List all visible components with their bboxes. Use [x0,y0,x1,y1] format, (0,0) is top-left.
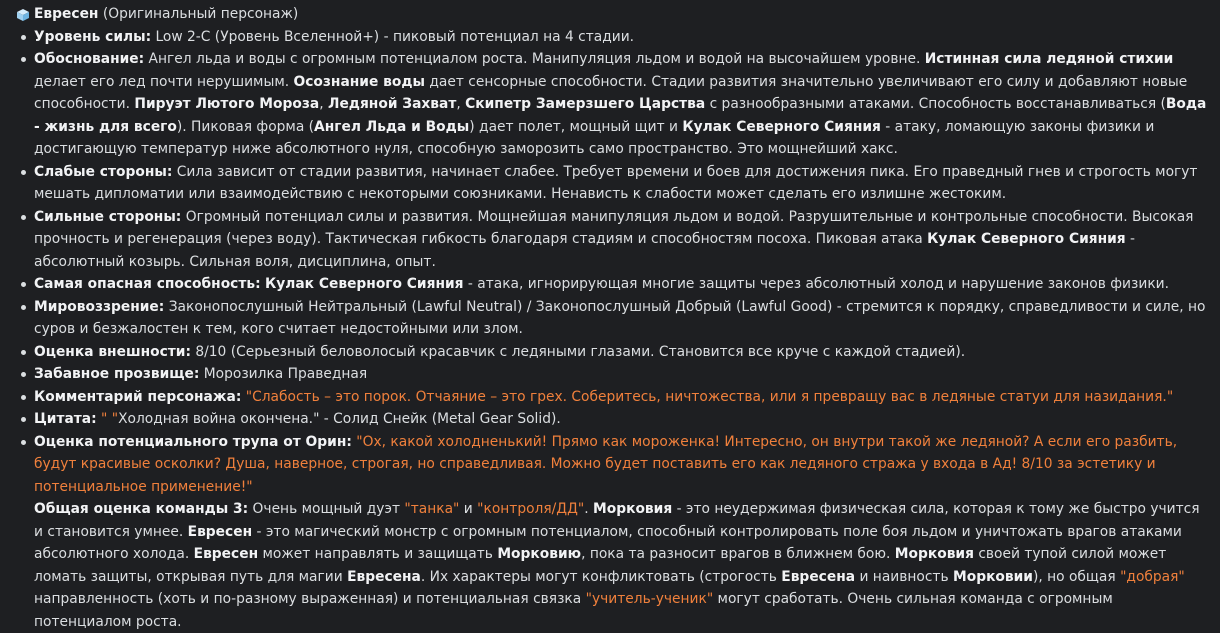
stat-text: ) дает полет, мощный щит и [469,119,682,135]
quote-text: "Слабость – это порок. Отчаяние – это грех. Соберитесь, ничтожества, или я превращу вас в ледяные статуи для назидания." [246,389,1173,405]
stat-label: Забавное прозвище: [34,366,199,382]
stat-item [14,296,1208,341]
quote-text: "Ох, какой холодненький! Прямо как мороженка! Интересно, он внутри такой же ледяной? А если его разбить, будут красивые осколки? Душа, наверное, строгая, но справедливая. Можно будет поставить его как ледяного стража у входа в Ад! 8/10 за эстетику и потенциальное применение!" [34,434,1177,495]
stat-text: , [319,96,328,112]
character-name: Евресен [34,6,98,22]
character-heading [14,3,1208,26]
quote-text: "добрая" [1120,569,1185,585]
bold-term: Евресена [781,569,855,585]
character-subtitle: (Оригинальный персонаж) [103,6,298,22]
stat-item [14,363,1208,386]
bold-term: Евресен [188,524,252,540]
stat-text: своей тупой силой может ломать защиты, открывая путь для магии [34,546,1166,585]
stat-text: . [584,501,593,517]
stat-item [14,408,1208,431]
stat-text: направленность (хоть и по-разному выраженная) и потенциальная связка [34,591,586,607]
stat-item [14,206,1208,274]
stat-text: Законопослушный Нейтральный (Lawful Neutral) / Законопослушный Добрый (Lawful Good) - стремится к порядку, справедливости и силе, но суров и безжалостен к тем, кого считает недостойными или злом. [34,299,1205,338]
quote-text: "танка" [404,501,459,517]
stat-label: Цитата: [34,411,97,427]
bold-term: Кулак Северного Сияния [265,276,464,292]
stat-text: , пока та разносит врагов в ближнем бою. [581,546,895,562]
quote-text: "контроля/ДД" [477,501,584,517]
bold-term: Морковия [593,501,672,517]
bold-term: Морковию [497,546,581,562]
stat-item [14,48,1208,161]
stat-label: Сильные стороны: [34,209,181,225]
bold-term: Осознание воды [294,74,425,90]
stat-label: Слабые стороны: [34,164,172,180]
stat-item [14,273,1208,296]
stat-text: может направлять и защищать [258,546,497,562]
stat-label: Общая оценка команды 3: [34,501,248,517]
stat-item [14,498,1208,633]
stat-label: Оценка потенциального трупа от Орин: [34,434,352,450]
bold-term: Вода - жизнь для всего [34,96,1206,135]
bold-term: Кулак Северного Сияния [682,119,881,135]
stat-text: Очень мощный дуэт [248,501,404,517]
bold-term: Пируэт Лютого Мороза [134,96,319,112]
stat-text: дает сенсорные способности. Стадии развития значительно увеличивают его силу и добавляют новые способности. [34,74,1187,113]
bold-term: Морковии [953,569,1033,585]
bold-term: Евресен [194,546,258,562]
stat-text: Сила зависит от стадии развития, начинает слабее. Требует времени и боев для достижения пика. Его праведный гнев и строгость могут мешать дипломатии или взаимодействию с некоторыми союзниками. Ненависть к слабости может сделать его излишне жестоким. [34,164,1197,203]
stat-text: ). Пиковая форма ( [177,119,314,135]
stat-item [14,161,1208,206]
bold-term: Морковия [895,546,974,562]
bold-term: Евресена [347,569,421,585]
stat-label: Комментарий персонажа: [34,389,241,405]
stat-text: Холодная война окончена." - Солид Снейк (Metal Gear Solid). [118,411,561,427]
stat-text: - это магический монстр с огромным потенциалом, способный контролировать поле боя льдом и уничтожать врагов атаками абсолютного холода. [34,524,1182,563]
stat-text: Огромный потенциал силы и развития. Мощнейшая манипуляция льдом и водой. Разрушительные и контрольные способности. Высокая прочность и регенерация (через воду). Тактическая гибкость благодаря стадиям и способностям посоха. Пиковая атака [34,209,1193,248]
stat-text: Ангел льда и воды с огромным потенциалом роста. Манипуляция льдом и водой на высочайшем уровне. [144,51,925,67]
stat-text: с разнообразными атаками. Способность восстанавливаться ( [705,96,1166,112]
stat-text: - абсолютный козырь. Сильная воля, дисциплина, опыт. [34,231,1135,270]
stat-label: Оценка внешности: [34,344,191,360]
ice-cube-icon [16,7,30,21]
stat-text: , [456,96,465,112]
stats-list [14,26,1208,633]
stat-item [14,341,1208,364]
bold-term: Ангел Льда и Воды [314,119,469,135]
stat-label: Обоснование: [34,51,144,67]
stat-item [14,386,1208,409]
stat-text: могут сработать. Очень сильная команда с огромным потенциалом роста. [34,591,1113,630]
stat-label: Мировоззрение: [34,299,164,315]
bold-term: Ледяной Захват [328,96,456,112]
stat-item [14,431,1208,499]
stat-text: - атаку, ломающую законы физики и достигающую температур ниже абсолютного нуля, способную заморозить само пространство. Это мощнейший хакс. [34,119,1154,158]
stat-text: и [459,501,477,517]
quote-text: " " [101,411,118,427]
bold-term: Кулак Северного Сияния [927,231,1126,247]
bold-term: Истинная сила ледяной стихии [925,51,1174,67]
stat-text: . Их характеры могут конфликтовать (строгость [421,569,781,585]
stat-text: и наивность [855,569,953,585]
stat-text: Морозилка Праведная [199,366,367,382]
stat-text: ), но общая [1033,569,1120,585]
stat-item [14,26,1208,49]
stat-text: - атака, игнорирующая многие защиты через абсолютный холод и нарушение законов физики. [464,276,1170,292]
quote-text: "учитель-ученик" [586,591,714,607]
stat-label: Самая опасная способность: [34,276,261,292]
stat-text: 8/10 (Серьезный беловолосый красавчик с ледяными глазами. Становится все круче с каждой стадией). [191,344,965,360]
stat-label: Уровень силы: [34,29,151,45]
stat-text: делает его лед почти нерушимым. [34,74,294,90]
bold-term: Скипетр Замерзшего Царства [465,96,705,112]
stat-text: Low 2-C (Уровень Вселенной+) - пиковый потенциал на 4 стадии. [151,29,634,45]
stat-text: - это неудержимая физическая сила, которая к тому же быстро учится и становится умнее. [34,501,1200,540]
